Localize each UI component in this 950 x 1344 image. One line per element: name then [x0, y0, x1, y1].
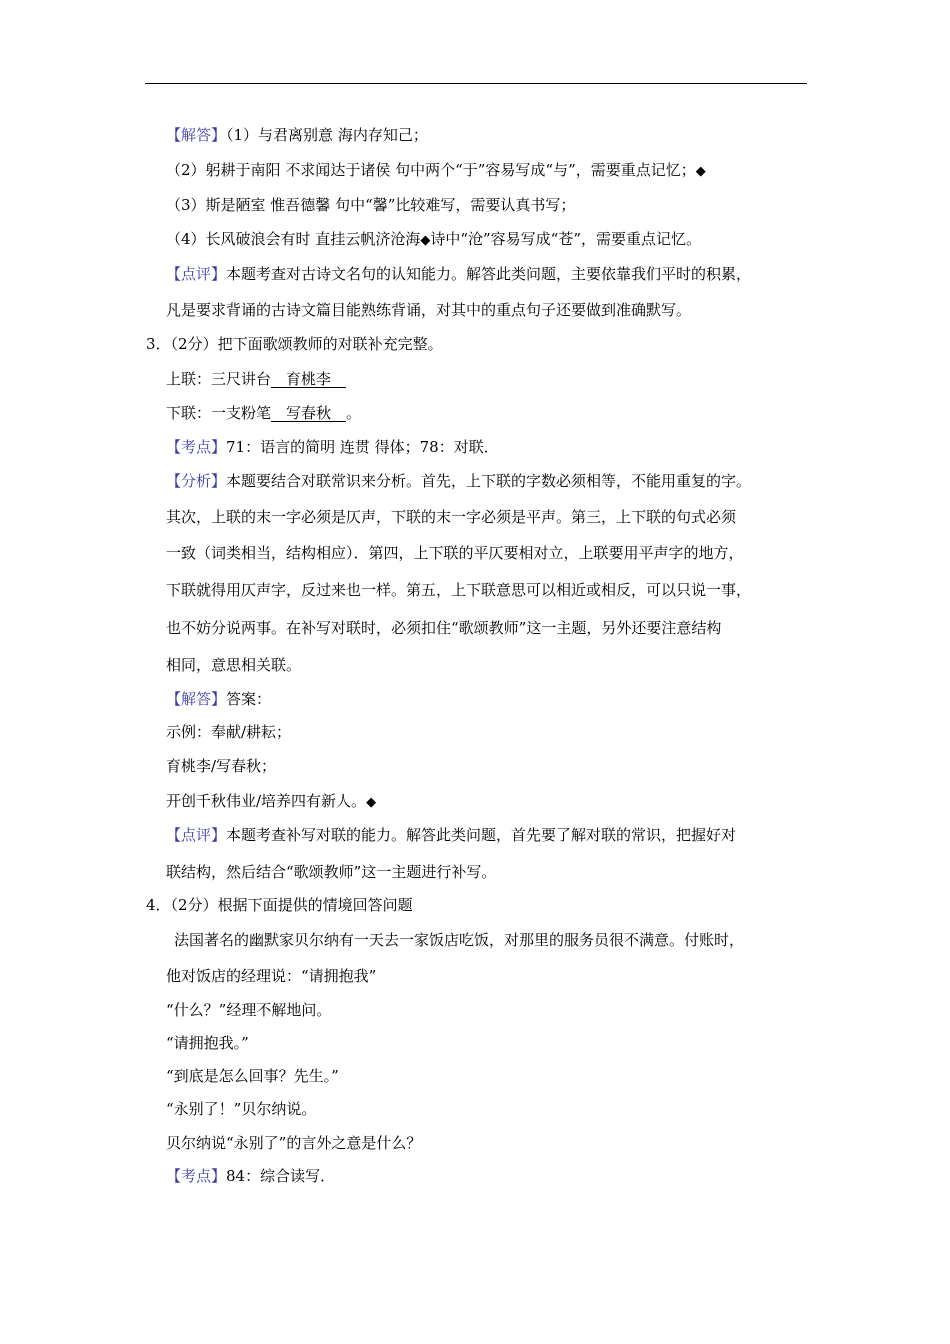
couplet-prefix: 下联：一支粉笔 — [166, 404, 272, 422]
q2-answer-line-4 — [166, 229, 701, 251]
q4-question: 贝尔纳说“永别了”的言外之意是什么？ — [166, 1134, 422, 1152]
q3-comment-line-1 — [166, 825, 736, 845]
q3-example-line-3 — [166, 791, 376, 813]
answer-text: （1）与君离别意 海内存知己； — [226, 126, 428, 144]
q3-example-line-1: 示例：奉献/耕耘； — [166, 723, 292, 741]
q2-comment-line-2 — [166, 300, 691, 320]
q4-passage-line-2: 他对饭店的经理说：“请拥抱我” — [166, 967, 377, 985]
diamond-icon: ◆ — [695, 164, 706, 179]
q4-dialog-line-2: “请拥抱我。” — [166, 1034, 249, 1052]
diamond-icon: ◆ — [420, 233, 431, 248]
diamond-icon: ◆ — [366, 795, 377, 810]
q3-analysis-line-1 — [166, 471, 751, 491]
q3-analysis-line-4: 下联就得用仄声字，反过来也一样。第五，上下联意思可以相近或相反，可以只说一事， — [166, 581, 752, 599]
point-tag: 【考点】 — [166, 1167, 227, 1185]
q4-dialog-line-1: “什么？”经理不解地问。 — [166, 1001, 332, 1019]
point-text: 84：综合读写． — [226, 1167, 336, 1185]
answer-tag: 【解答】 — [166, 690, 227, 708]
q3-analysis-line-5: 也不妨分说两事。在补写对联时，必须扣住“歌颂教师”这一主题，另外还要注意结构 — [166, 619, 722, 637]
couplet-prefix: 上联：三尺讲台 — [166, 370, 272, 388]
couplet-blank: 写春秋 — [271, 404, 347, 422]
header-rule — [145, 83, 807, 84]
comment-text: 本题考查对古诗文名句的认知能力。解答此类问题，主要依靠我们平时的积累， — [226, 265, 752, 283]
comment-tag: 【点评】 — [166, 826, 227, 844]
q4-title: 4．（2分）根据下面提供的情境回答问题 — [146, 896, 413, 914]
q4-dialog-line-4: “永别了！”贝尔纳说。 — [166, 1100, 317, 1118]
q2-comment-line-1 — [166, 264, 751, 284]
q2-answer-line-2 — [166, 160, 706, 182]
q3-analysis-line-2: 其次，上联的末一字必须是仄声，下联的末一字必须是平声。第三，上下联的句式必须 — [166, 508, 737, 526]
q3-analysis-line-3: 一致（词类相当，结构相应）．第四，上下联的平仄要相对立，上联要用平声字的地方， — [166, 544, 744, 562]
analysis-tag: 【分析】 — [166, 472, 227, 490]
point-text: 71：语言的简明 连贯 得体；78：对联． — [226, 438, 499, 456]
q4-passage-line-1: 法国著名的幽默家贝尔纳有一天去一家饭店吃饭，对那里的服务员很不满意。付账时， — [174, 931, 745, 949]
q3-title: 3．（2分）把下面歌颂教师的对联补充完整。 — [146, 335, 443, 353]
comment-text: 本题考查补写对联的能力。解答此类问题，首先要了解对联的常识，把握好对 — [226, 826, 737, 844]
q4-dialog-line-3: “到底是怎么回事？先生。” — [166, 1067, 339, 1085]
q3-upper-couplet — [166, 369, 346, 389]
q3-comment-line-2: 联结构，然后结合“歌颂教师”这一主题进行补写。 — [166, 863, 497, 881]
q3-example-line-2: 育桃李/写春秋； — [166, 757, 277, 775]
q3-answer-line — [166, 689, 271, 709]
comment-text: 凡是要求背诵的古诗文篇目能熟练背诵，对其中的重点句子还要做到准确默写。 — [166, 301, 692, 319]
answer-text: （3）斯是陋室 惟吾德馨 句中“馨”比较难写，需要认真书写； — [166, 196, 576, 214]
q3-lower-couplet — [166, 403, 361, 423]
analysis-text: 本题要结合对联常识来分析。首先，上下联的字数必须相等，不能用重复的字。 — [226, 472, 752, 490]
couplet-suffix: 。 — [346, 404, 362, 422]
answer-text: （2）躬耕于南阳 不求闻达于诸侯 句中两个“于”容易写成“与”，需要重点记忆； — [166, 161, 696, 179]
answer-text: （4）长风破浪会有时 直挂云帆济沧海 — [166, 230, 421, 248]
couplet-blank: 育桃李 — [271, 370, 347, 388]
point-tag: 【考点】 — [166, 438, 227, 456]
q3-analysis-line-6: 相同，意思相关联。 — [166, 656, 302, 674]
q4-point-line — [166, 1166, 335, 1186]
q2-answer-line-3 — [166, 195, 575, 215]
answer-tag: 【解答】 — [166, 126, 227, 144]
q2-answer-line-1 — [166, 125, 428, 145]
answer-text: 答案： — [226, 690, 272, 708]
answer-text: 诗中“沧”容易写成“苍”，需要重点记忆。 — [430, 230, 702, 248]
comment-tag: 【点评】 — [166, 265, 227, 283]
example-text: 开创千秋伟业/培养四有新人。 — [166, 792, 367, 810]
q3-point-line — [166, 437, 499, 457]
